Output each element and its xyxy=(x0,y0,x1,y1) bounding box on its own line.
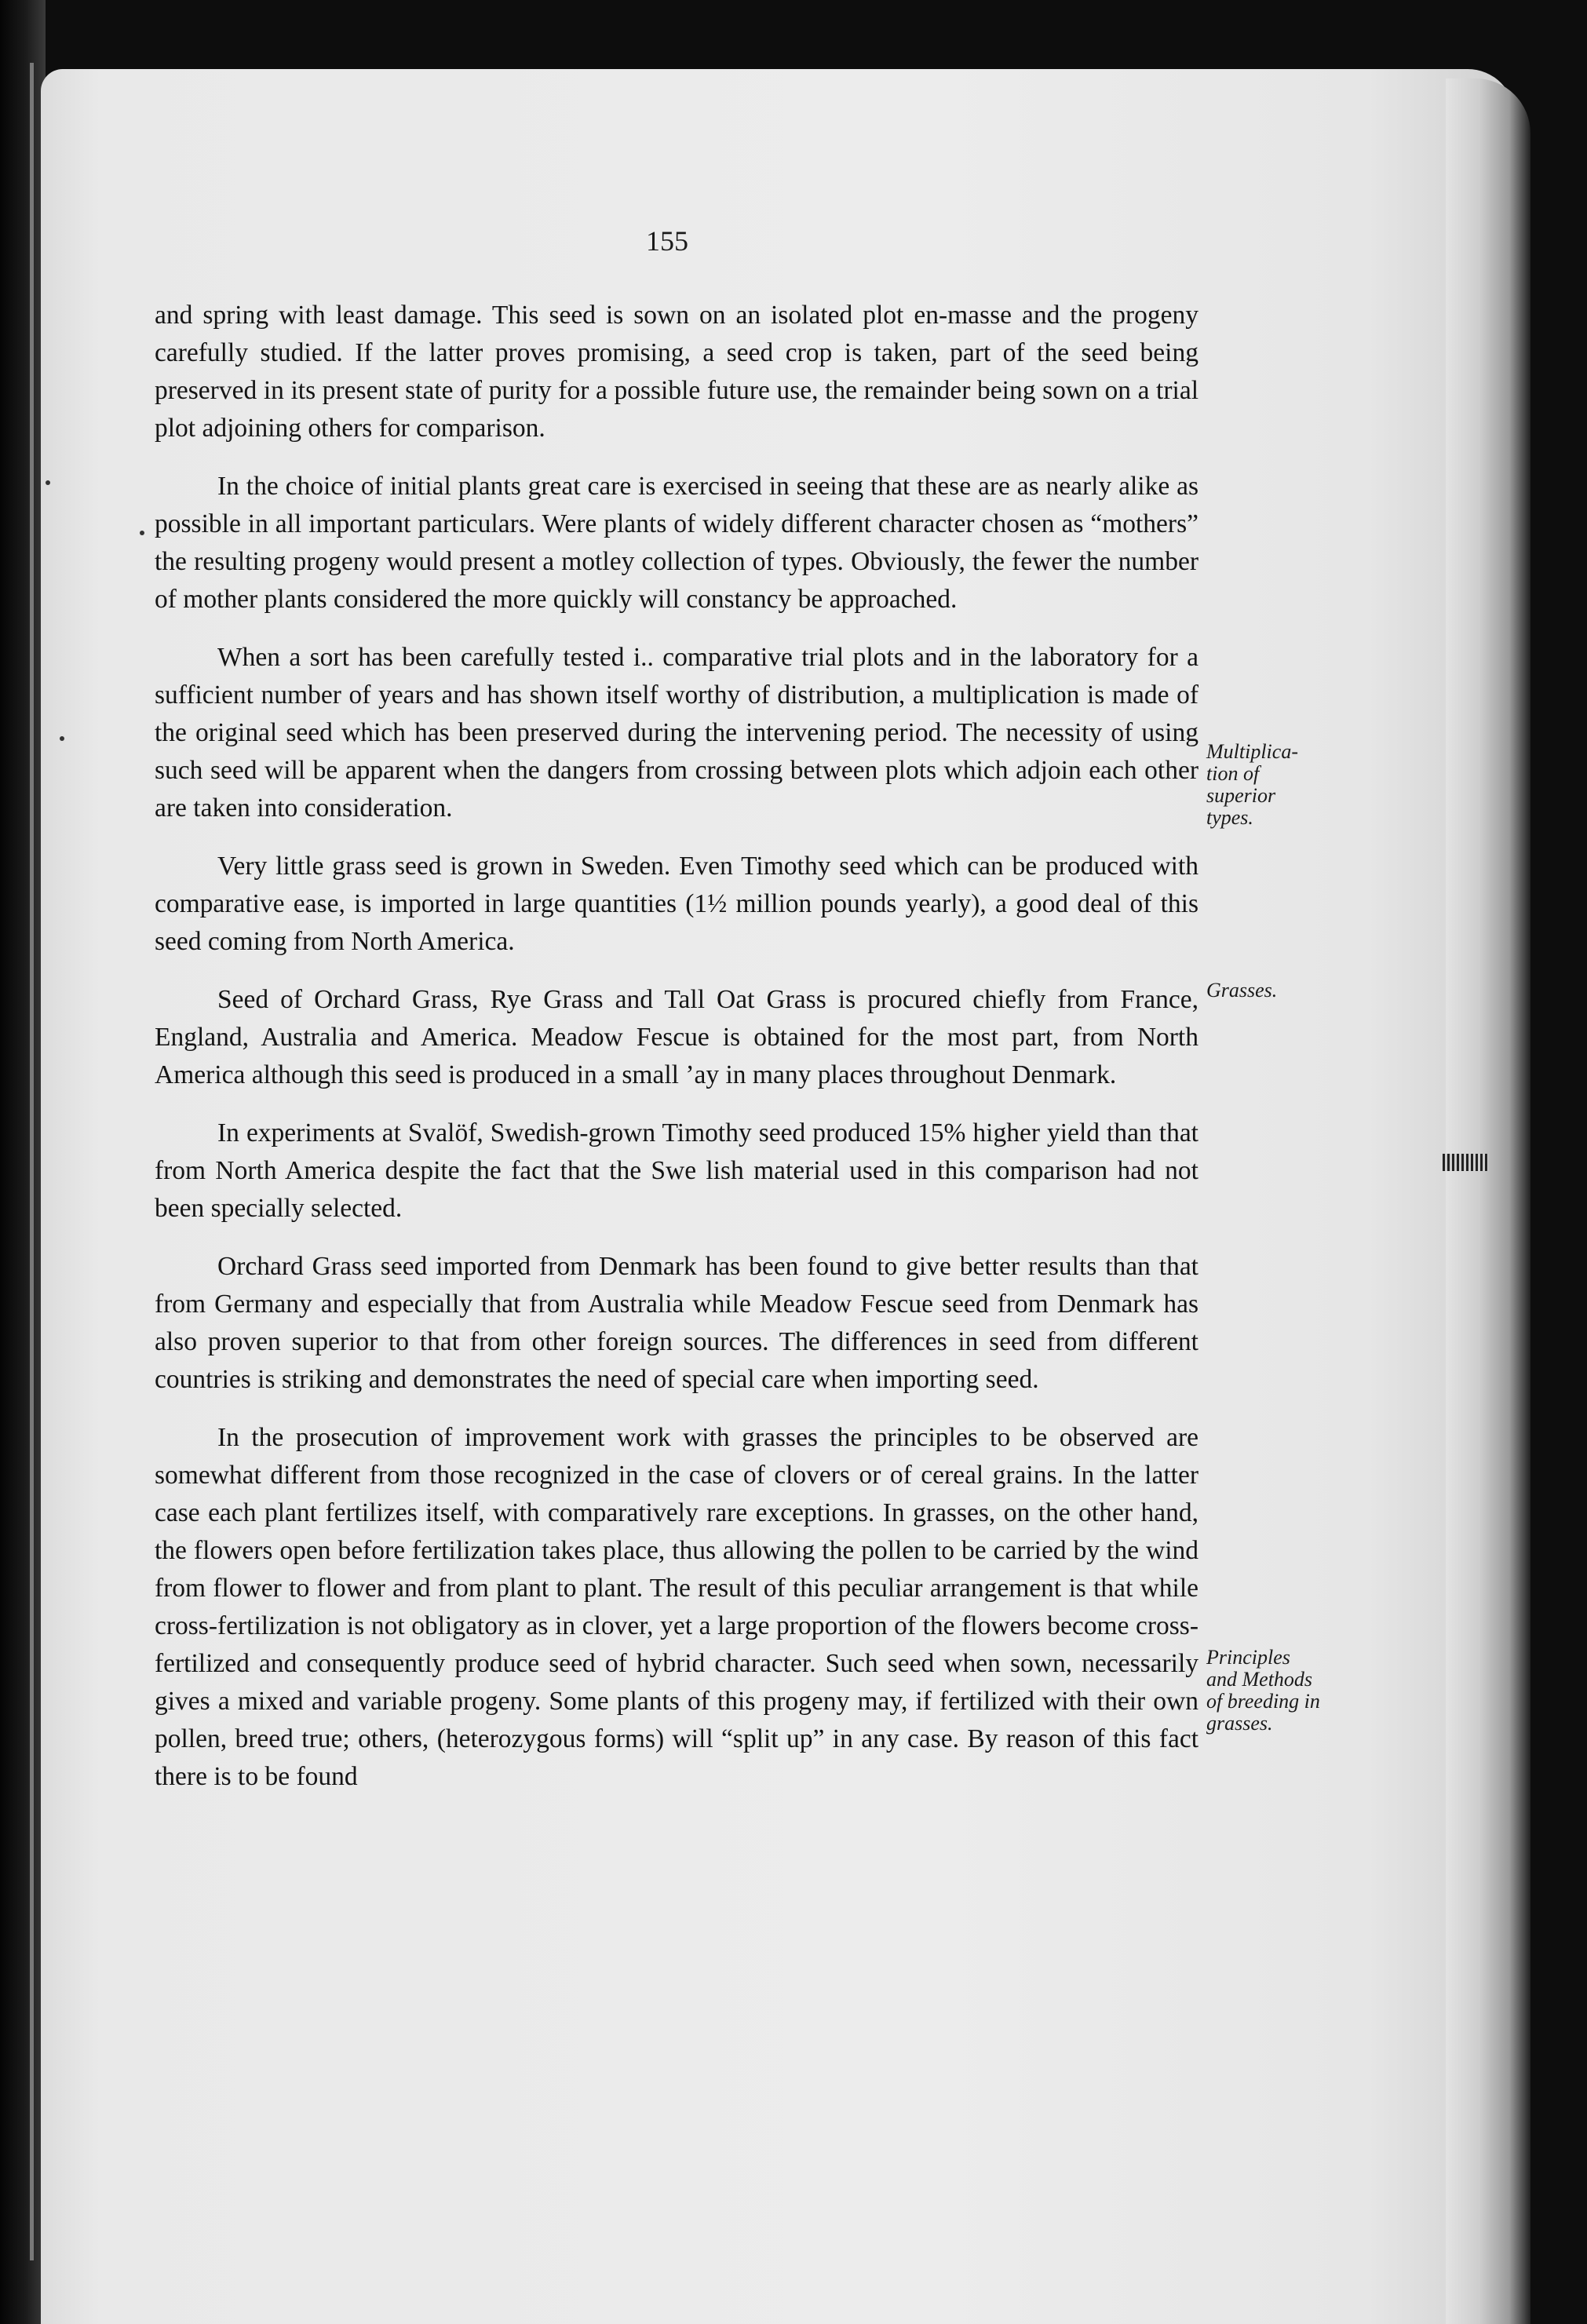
margin-note-line: Principles xyxy=(1206,1646,1290,1669)
margin-note-grasses xyxy=(1206,980,1363,1001)
paragraph: Seed of Orchard Grass, Rye Grass and Tall Oat Grass is procured chiefly from France, England, Australia and America. Meadow Fescue is obtained for the most part, from North America although this seed is produced in a small ’ay in many places throughout Denmark. xyxy=(155,985,1198,1089)
paragraph: Very little grass seed is grown in Sweden. Even Timothy seed which can be produced with comparative ease, is imported in large quantities (1½ million pounds yearly), a good deal of this seed coming from North America. xyxy=(155,852,1198,956)
paragraph: In experiments at Svalöf, Swedish-grown Timothy seed produced 15% higher yield than that from North America despite the fact that the Swe lish material used in this comparison had not been specially selected. xyxy=(155,1118,1198,1223)
margin-note-line: types. xyxy=(1206,806,1253,829)
page-edge-shadow xyxy=(1446,78,1530,2324)
body-text xyxy=(155,297,1198,1816)
speck xyxy=(46,480,50,485)
margin-note-line: superior xyxy=(1206,784,1276,807)
speck xyxy=(140,531,144,535)
page-edge-mark xyxy=(1443,1154,1488,1171)
speck xyxy=(60,736,64,741)
margin-note-multiplication xyxy=(1206,741,1363,829)
margin-note-line: Grasses. xyxy=(1206,979,1278,1001)
margin-note-line: of breeding in xyxy=(1206,1690,1320,1713)
paragraph: Orchard Grass seed imported from Denmark has been found to give better results than that from Germany and especially that from Australia while Meadow Fescue seed from Denmark has also proven superior to that from other foreign sources. The differences in seed from different countries is striking and demonstrates the need of special care when importing seed. xyxy=(155,1252,1198,1394)
page-number: 155 xyxy=(646,225,688,257)
margin-note-line: Multiplica- xyxy=(1206,740,1298,763)
scan-border-left xyxy=(0,0,46,2324)
book-spine-edge xyxy=(30,63,34,2260)
paragraph: In the prosecution of improvement work with grasses the principles to be observed are somewhat different from those recognized in the case of clovers or of cereal grains. In the latter case each plant fertilizes itself, with comparatively rare exceptions. In grasses, on the other hand, the flowers open before fertilization takes place, thus allowing the pollen to be carried by the wind from flower to flower and from plant to plant. The result of this peculiar arrangement is that while cross-fertilization is not obligatory as in clover, yet a large proportion of the flowers become cross-fertilized and consequently produce seed of hybrid character. Such seed when sown, necessarily gives a mixed and variable progeny. Some plants of this progeny may, if fertilized with their own pollen, breed true; others, (heterozygous forms) will “split up” in any case. By reason of this fact there is to be found xyxy=(155,1423,1198,1791)
margin-note-line: tion of xyxy=(1206,762,1260,785)
margin-note-principles xyxy=(1206,1647,1363,1735)
margin-note-line: grasses. xyxy=(1206,1712,1273,1735)
paragraph: and spring with least damage. This seed is sown on an isolated plot en-masse and the progeny carefully studied. If the latter proves promising, a seed crop is taken, part of the seed being preserved in its present state of purity for a possible future use, the remainder being sown on a trial plot adjoining others for comparison. xyxy=(155,301,1198,443)
paragraph: When a sort has been carefully tested i.. comparative trial plots and in the laboratory for a sufficient number of years and has shown itself worthy of distribution, a multiplication is made of the original seed which has been preserved during the intervening period. The necessity of using such seed will be apparent when the dangers from crossing between plots which adjoin each other are taken into consideration. xyxy=(155,643,1198,823)
paragraph: In the choice of initial plants great care is exercised in seeing that these are as nearly alike as possible in all important particulars. Were plants of widely different character chosen as “mothers” the resulting progeny would present a motley collection of types. Obviously, the fewer the number of mother plants considered the more quickly will constancy be approached. xyxy=(155,472,1198,614)
margin-note-line: and Methods xyxy=(1206,1668,1313,1691)
